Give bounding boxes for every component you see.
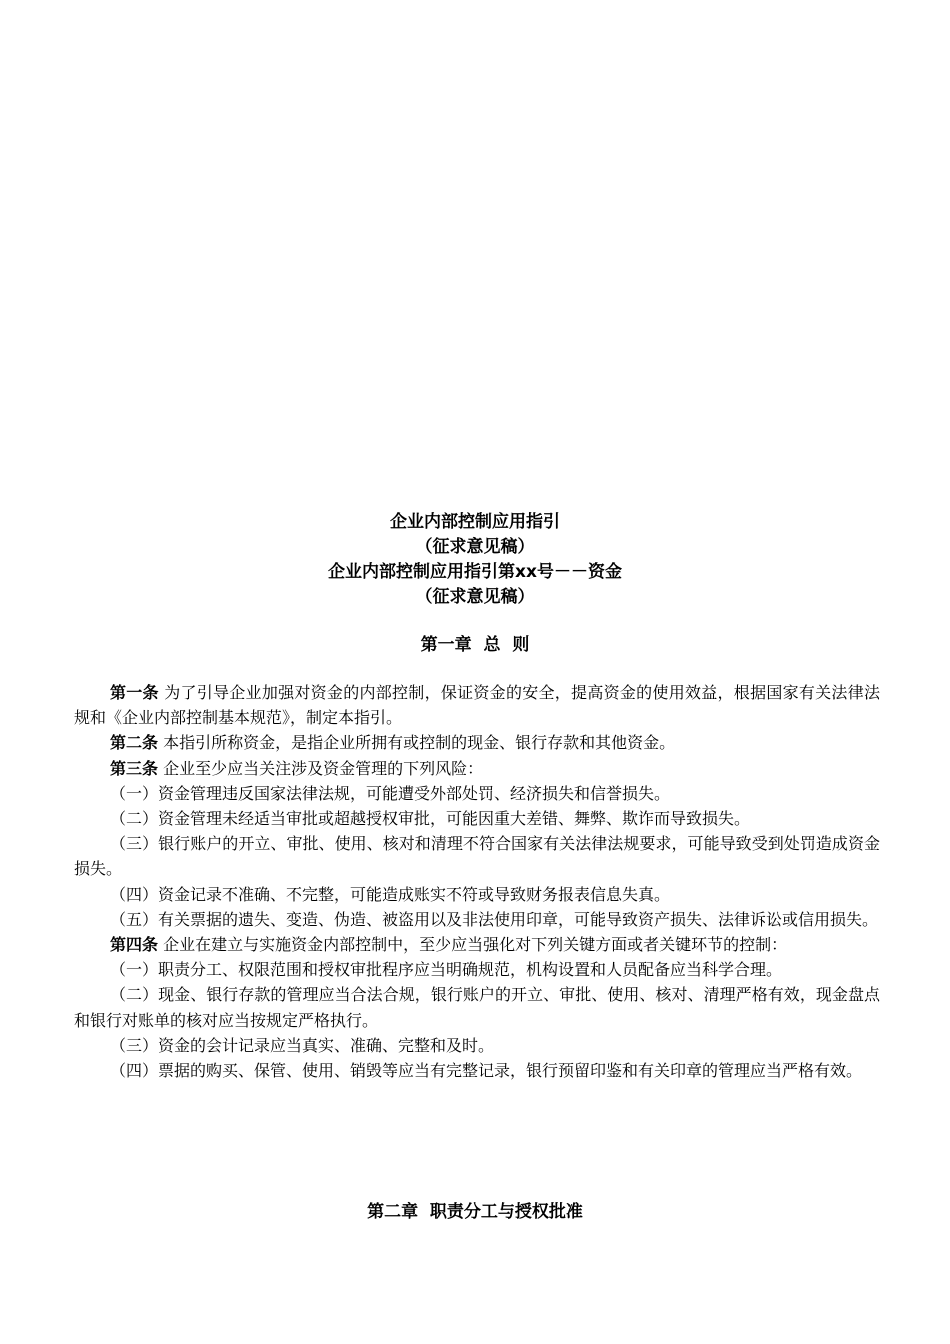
- article-4-item: （四）票据的购买、保管、使用、销毁等应当有完整记录，银行预留印鉴和有关印章的管理应当严格有效。: [110, 1061, 863, 1081]
- article-1-heading: 第一条: [110, 683, 159, 702]
- article-4-item: （一）职责分工、权限范围和授权审批程序应当明确规范，机构设置和人员配备应当科学合理。: [110, 960, 783, 980]
- article-4-text: 企业在建立与实施资金内部控制中，至少应当强化对下列关键方面或者关键环节的控制：: [158, 935, 788, 955]
- draft-note-2: （征求意见稿）: [415, 587, 535, 607]
- article-3-text: 企业至少应当关注涉及资金管理的下列风险：: [158, 758, 484, 778]
- document-body: [74, 680, 880, 1083]
- article-3-item: （二）资金管理未经适当审批或超越授权审批，可能因重大差错、舞弊、欺诈而导致损失。: [110, 809, 751, 829]
- article-4: [74, 932, 880, 957]
- draft-note: （征求意见稿）: [415, 537, 535, 557]
- article-4-item: （三）资金的会计记录应当真实、准确、完整和及时。: [110, 1035, 495, 1055]
- article-1-text: 为了引导企业加强对资金的内部控制，保证资金的安全，提高资金的使用效益，根据国家有关法律法规和《企业内部控制基本规范》，制定本指引。: [74, 683, 880, 728]
- article-2-text: 本指引所称资金，是指企业所拥有或控制的现金、银行存款和其他资金。: [158, 733, 676, 753]
- article-1: [74, 680, 880, 730]
- article-4-heading: 第四条: [110, 935, 159, 955]
- article-4-item: （二）现金、银行存款的管理应当合法合规，银行账户的开立、审批、使用、核对、清理严格有效，现金盘点和银行对账单的核对应当按规定严格执行。: [74, 985, 880, 1030]
- document-subtitle: 企业内部控制应用指引第xx号－－资金: [328, 562, 622, 582]
- chapter-heading-1: 第一章 总 则: [420, 635, 530, 655]
- article-3-item: （五）有关票据的遗失、变造、伪造、被盗用以及非法使用印章，可能导致资产损失、法律诉讼或信用损失。: [110, 909, 879, 929]
- document-title: 企业内部控制应用指引: [390, 512, 560, 532]
- article-3-item: （三）银行账户的开立、审批、使用、核对和清理不符合国家有关法律法规要求，可能导致受到处罚造成资金损失。: [74, 834, 880, 879]
- article-2-heading: 第二条: [110, 733, 159, 753]
- document-title-block: [0, 510, 950, 610]
- article-3-item: （一）资金管理违反国家法律法规，可能遭受外部处罚、经济损失和信誉损失。: [110, 783, 671, 803]
- article-3: [74, 756, 880, 781]
- article-3-heading: 第三条: [110, 758, 159, 778]
- chapter-heading-2: 第二章 职责分工与授权批准: [367, 1202, 583, 1222]
- article-3-item: （四）资金记录不准确、不完整，可能造成账实不符或导致财务报表信息失真。: [110, 884, 671, 904]
- article-2: [74, 730, 880, 755]
